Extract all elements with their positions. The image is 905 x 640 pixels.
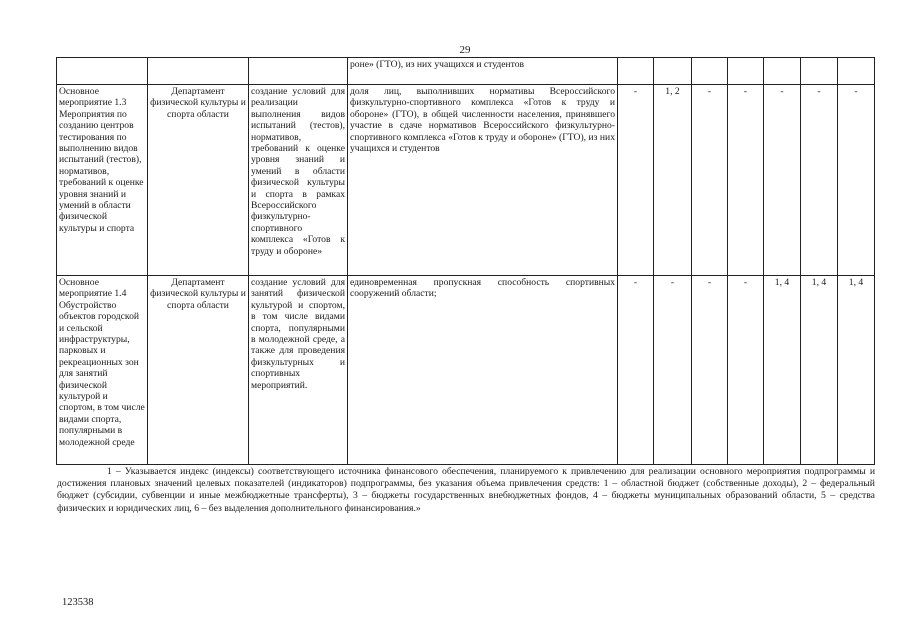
- department-cell: Департамент физической культуры и спорта области: [148, 85, 249, 276]
- table-row: [57, 85, 875, 276]
- document-id: 123538: [62, 597, 94, 608]
- funding-value-cell: -: [618, 85, 654, 276]
- funding-value-cell: [764, 58, 801, 85]
- funding-value-cell: -: [692, 85, 728, 276]
- funding-value-cell: -: [618, 276, 654, 465]
- activity-name-cell: Основное мероприятие 1.3 Мероприятия по созданию центров тестирования по выполнению видов испытаний (тестов), нормативов, требований к оценке уровня знаний и умений в области физической культуры и спорта: [57, 85, 148, 276]
- page-number: 29: [459, 44, 471, 56]
- description-cell: [249, 58, 348, 85]
- indicator-cell: доля лиц, выполнивших нормативы Всероссийского физкультурно-спортивного комплекса «Готов к труду и обороне» (ГТО), в общей численности населения, принявшего участие в сдаче нормативов Всероссийского физкультурно-спортивного комплекса «Готов к труду и обороне» (ГТО), из них учащихся и студентов: [348, 85, 618, 276]
- funding-value-cell: [654, 58, 692, 85]
- department-cell: [148, 58, 249, 85]
- table-row: [57, 276, 875, 465]
- funding-value-cell: [692, 58, 728, 85]
- table-row: [57, 58, 875, 85]
- funding-value-cell: 1, 4: [764, 276, 801, 465]
- indicator-cell: роне» (ГТО), из них учащихся и студентов: [348, 58, 618, 85]
- funding-value-cell: [838, 58, 875, 85]
- department-cell: Департамент физической культуры и спорта области: [148, 276, 249, 465]
- funding-value-cell: -: [764, 85, 801, 276]
- footnote: [57, 466, 875, 515]
- activities-table: [56, 57, 875, 465]
- funding-value-cell: 1, 4: [838, 276, 875, 465]
- funding-value-cell: [618, 58, 654, 85]
- funding-value-cell: 1, 4: [801, 276, 838, 465]
- footnote-text: 1 – Указывается индекс (индексы) соответствующего источника финансового обеспечения, планируемого к привлечению для реализации основного мероприятия подпрограммы и достижения плановых значений целевых показателей (индикаторов) подпрограммы, без указания объема привлечения средств: 1 – областной бюджет (собственные доходы), 2 – федеральный бюджет (субсидии, субвенции и иные межбюджетные трансферты), 3 – бюджеты государственных внебюджетных фондов, 4 – бюджеты муниципальных образований области, 5 – средства физических и юридических лиц, 6 – без выделения дополнительного финансирования.»: [57, 466, 875, 514]
- funding-value-cell: -: [728, 85, 764, 276]
- funding-value-cell: -: [838, 85, 875, 276]
- funding-value-cell: -: [654, 276, 692, 465]
- description-cell: создание условий для занятий физической культурой и спортом, в том числе видами спорта, популярными в молодежной среде, а также для проведения физкультурных и спортивных мероприятий.: [249, 276, 348, 465]
- activity-name-cell: Основное мероприятие 1.4 Обустройство объектов городской и сельской инфраструктуры, парковых и рекреационных зон для занятий физической культурой и спортом, в том числе видами спорта, популярными в молодежной среде: [57, 276, 148, 465]
- funding-value-cell: -: [801, 85, 838, 276]
- indicator-cell: единовременная пропускная способность спортивных сооружений области;: [348, 276, 618, 465]
- description-cell: создание условий для реализации выполнения видов испытаний (тестов), нормативов, требований к оценке уровня знаний и умений в области физической культуры и спорта в рамках Всероссийского физкультурно-спортивного комплекса «Готов к труду и обороне»: [249, 85, 348, 276]
- funding-value-cell: -: [728, 276, 764, 465]
- funding-value-cell: [728, 58, 764, 85]
- funding-value-cell: -: [692, 276, 728, 465]
- funding-value-cell: 1, 2: [654, 85, 692, 276]
- activity-name-cell: [57, 58, 148, 85]
- funding-value-cell: [801, 58, 838, 85]
